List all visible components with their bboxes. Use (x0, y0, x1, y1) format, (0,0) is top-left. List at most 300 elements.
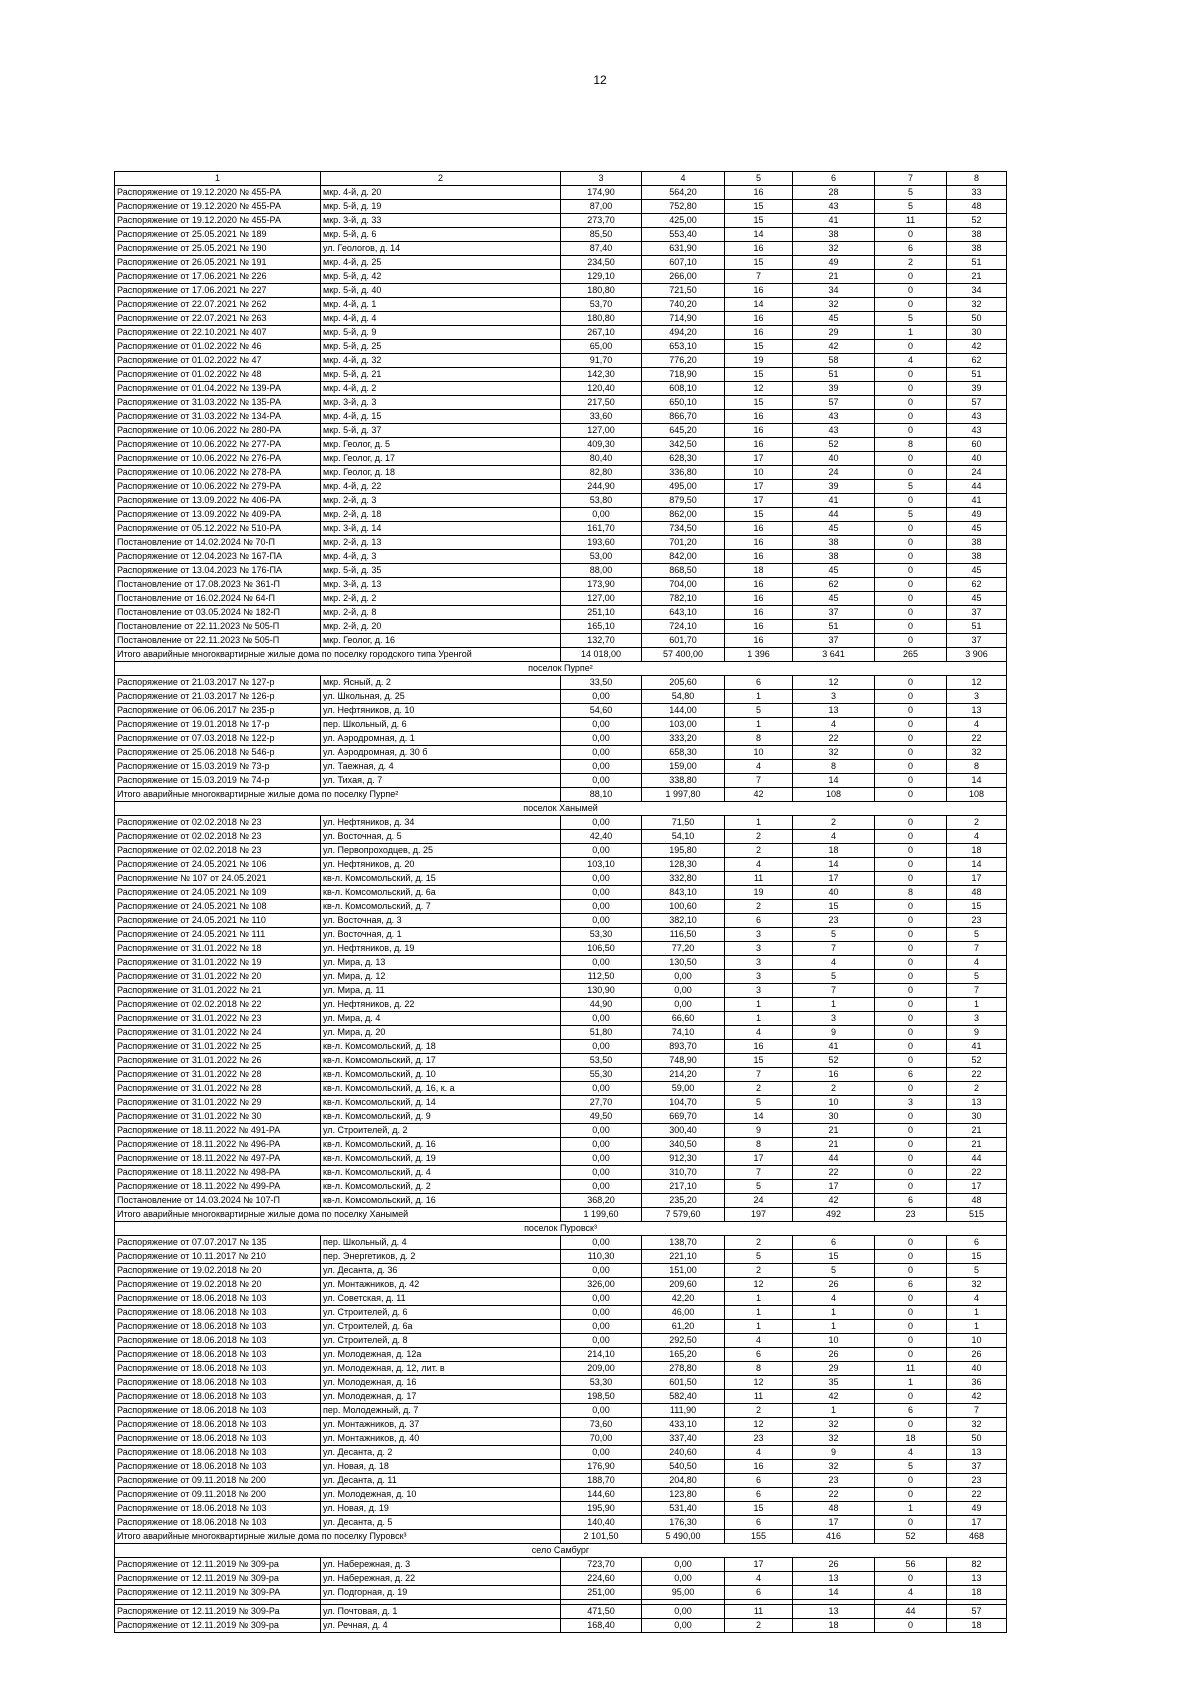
section-title: поселок Пурпе² (115, 662, 1007, 676)
value-cell: 868,50 (642, 564, 725, 578)
value-cell: 123,80 (642, 1488, 725, 1502)
value-cell: 425,00 (642, 214, 725, 228)
table-row (115, 298, 1007, 312)
table-row (115, 844, 1007, 858)
value-cell: 843,10 (642, 886, 725, 900)
value-cell: 1 (947, 1320, 1007, 1334)
value-cell: 16 (725, 1040, 793, 1054)
value-cell: 140,40 (561, 1516, 642, 1530)
value-cell: 176,30 (642, 1516, 725, 1530)
value-cell: 7 (947, 1404, 1007, 1418)
value-cell: 0,00 (561, 718, 642, 732)
value-cell: 495,00 (642, 480, 725, 494)
column-number: 4 (642, 172, 725, 186)
value-cell: 553,40 (642, 228, 725, 242)
value-cell: 0,00 (561, 1040, 642, 1054)
total-value-cell: 2 101,50 (561, 1530, 642, 1544)
value-cell: 32 (793, 242, 875, 256)
table-row (115, 424, 1007, 438)
table-row (115, 1054, 1007, 1068)
value-cell: 2 (725, 1264, 793, 1278)
value-cell: 1 (725, 998, 793, 1012)
document-cell: Распоряжение от 31.01.2022 № 19 (115, 956, 321, 970)
total-value-cell: 468 (947, 1530, 1007, 1544)
total-value-cell: 492 (793, 1208, 875, 1222)
table-row (115, 1404, 1007, 1418)
value-cell: 45 (793, 312, 875, 326)
document-cell: Распоряжение от 01.02.2022 № 46 (115, 340, 321, 354)
table-row (115, 242, 1007, 256)
value-cell: 0 (875, 1474, 947, 1488)
value-cell: 4 (875, 1446, 947, 1460)
document-cell: Распоряжение от 02.02.2018 № 23 (115, 844, 321, 858)
table-row (115, 1390, 1007, 1404)
table-row (115, 1446, 1007, 1460)
value-cell: 42,20 (642, 1292, 725, 1306)
document-cell: Распоряжение от 18.06.2018 № 103 (115, 1460, 321, 1474)
value-cell: 0,00 (561, 760, 642, 774)
document-cell: Распоряжение от 21.03.2017 № 127-р (115, 676, 321, 690)
value-cell: 0 (875, 1152, 947, 1166)
table-row (115, 508, 1007, 522)
table-row (115, 1362, 1007, 1376)
value-cell: 17 (725, 1558, 793, 1572)
address-cell: кв-л. Комсомольский, д. 19 (321, 1152, 561, 1166)
value-cell: 100,60 (642, 900, 725, 914)
value-cell: 66,60 (642, 1012, 725, 1026)
table-row (115, 914, 1007, 928)
address-cell: ул. Десанта, д. 11 (321, 1474, 561, 1488)
value-cell: 0 (875, 1236, 947, 1250)
value-cell: 0 (875, 704, 947, 718)
address-cell: ул. Монтажников, д. 37 (321, 1418, 561, 1432)
value-cell: 217,10 (642, 1180, 725, 1194)
value-cell: 44 (793, 508, 875, 522)
document-cell: Распоряжение от 31.01.2022 № 28 (115, 1082, 321, 1096)
table-row (115, 886, 1007, 900)
value-cell: 221,10 (642, 1250, 725, 1264)
document-cell: Распоряжение от 17.06.2021 № 227 (115, 284, 321, 298)
value-cell: 776,20 (642, 354, 725, 368)
value-cell: 26 (947, 1348, 1007, 1362)
address-cell: пер. Школьный, д. 6 (321, 718, 561, 732)
document-cell: Распоряжение от 31.01.2022 № 28 (115, 1068, 321, 1082)
value-cell: 645,20 (642, 424, 725, 438)
value-cell: 51 (947, 620, 1007, 634)
value-cell: 54,10 (642, 830, 725, 844)
value-cell: 17 (947, 872, 1007, 886)
document-cell: Постановление от 16.02.2024 № 64-П (115, 592, 321, 606)
table-row (115, 970, 1007, 984)
value-cell: 18 (793, 1619, 875, 1633)
address-cell: кв-л. Комсомольский, д. 15 (321, 872, 561, 886)
document-cell: Распоряжение от 18.06.2018 № 103 (115, 1348, 321, 1362)
document-cell: Распоряжение от 18.06.2018 № 103 (115, 1404, 321, 1418)
value-cell: 704,00 (642, 578, 725, 592)
value-cell: 41 (793, 214, 875, 228)
table-row (115, 536, 1007, 550)
value-cell: 0 (875, 424, 947, 438)
table-row (115, 690, 1007, 704)
value-cell: 342,50 (642, 438, 725, 452)
value-cell: 0,00 (561, 690, 642, 704)
value-cell: 3 (793, 690, 875, 704)
document-cell: Распоряжение от 19.02.2018 № 20 (115, 1278, 321, 1292)
value-cell: 70,00 (561, 1432, 642, 1446)
document-cell: Постановление от 22.11.2023 № 505-П (115, 634, 321, 648)
value-cell: 669,70 (642, 1110, 725, 1124)
document-cell: Распоряжение от 10.06.2022 № 277-РА (115, 438, 321, 452)
value-cell: 0 (875, 760, 947, 774)
value-cell: 6 (725, 676, 793, 690)
table-row (115, 382, 1007, 396)
value-cell: 17 (793, 872, 875, 886)
value-cell: 9 (725, 1124, 793, 1138)
value-cell: 16 (725, 550, 793, 564)
value-cell: 198,50 (561, 1390, 642, 1404)
value-cell: 601,50 (642, 1376, 725, 1390)
document-cell: Постановление от 17.08.2023 № 361-П (115, 578, 321, 592)
value-cell: 17 (947, 1516, 1007, 1530)
housing-register-table (114, 171, 1007, 1633)
value-cell: 53,80 (561, 494, 642, 508)
document-cell: Распоряжение от 24.05.2021 № 108 (115, 900, 321, 914)
value-cell: 11 (875, 214, 947, 228)
value-cell: 0 (875, 564, 947, 578)
value-cell: 53,30 (561, 928, 642, 942)
table-row (115, 704, 1007, 718)
address-cell: ул. Нефтяников, д. 10 (321, 704, 561, 718)
value-cell: 12 (725, 1278, 793, 1292)
value-cell: 2 (725, 830, 793, 844)
value-cell: 0 (875, 1516, 947, 1530)
value-cell: 26 (793, 1278, 875, 1292)
value-cell: 214,20 (642, 1068, 725, 1082)
table-row (115, 928, 1007, 942)
value-cell: 16 (725, 326, 793, 340)
value-cell: 21 (947, 270, 1007, 284)
document-cell: Распоряжение от 18.11.2022 № 499-РА (115, 1180, 321, 1194)
address-cell: кв-л. Комсомольский, д. 16 (321, 1194, 561, 1208)
total-label: Итого аварийные многоквартирные жилые дома по поселку Ханымей (115, 1208, 561, 1222)
value-cell: 4 (947, 956, 1007, 970)
table-row (115, 578, 1007, 592)
value-cell: 48 (793, 1502, 875, 1516)
value-cell: 39 (947, 382, 1007, 396)
value-cell: 0 (875, 676, 947, 690)
value-cell: 44 (875, 1605, 947, 1619)
value-cell: 631,90 (642, 242, 725, 256)
value-cell: 15 (793, 900, 875, 914)
value-cell: 748,90 (642, 1054, 725, 1068)
value-cell: 1 (725, 690, 793, 704)
table-row (115, 1068, 1007, 1082)
value-cell: 0,00 (561, 508, 642, 522)
value-cell: 42 (947, 1390, 1007, 1404)
value-cell: 8 (947, 760, 1007, 774)
table-row (115, 774, 1007, 788)
value-cell: 16 (725, 606, 793, 620)
document-cell: Распоряжение от 07.07.2017 № 135 (115, 1236, 321, 1250)
value-cell: 5 (725, 704, 793, 718)
value-cell: 23 (793, 1474, 875, 1488)
value-cell: 18 (947, 844, 1007, 858)
value-cell: 382,10 (642, 914, 725, 928)
value-cell: 17 (947, 1180, 1007, 1194)
table-row (115, 256, 1007, 270)
value-cell: 0 (875, 1180, 947, 1194)
value-cell: 1 (875, 1502, 947, 1516)
value-cell: 6 (725, 1586, 793, 1600)
address-cell: ул. Таежная, д. 4 (321, 760, 561, 774)
table-row (115, 1474, 1007, 1488)
value-cell: 0 (875, 1082, 947, 1096)
total-value-cell: 5 490,00 (642, 1530, 725, 1544)
value-cell: 18 (725, 564, 793, 578)
value-cell: 540,50 (642, 1460, 725, 1474)
value-cell: 0 (875, 298, 947, 312)
value-cell: 61,20 (642, 1320, 725, 1334)
value-cell: 32 (793, 1432, 875, 1446)
value-cell: 0 (875, 732, 947, 746)
document-cell: Распоряжение от 31.01.2022 № 29 (115, 1096, 321, 1110)
value-cell: 16 (725, 284, 793, 298)
table-row (115, 746, 1007, 760)
value-cell: 15 (725, 200, 793, 214)
value-cell: 45 (947, 592, 1007, 606)
value-cell: 531,40 (642, 1502, 725, 1516)
table-row (115, 1082, 1007, 1096)
value-cell: 52 (793, 1054, 875, 1068)
value-cell: 0 (875, 774, 947, 788)
address-cell: ул. Аэродромная, д. 1 (321, 732, 561, 746)
value-cell: 15 (947, 1250, 1007, 1264)
document-cell: Распоряжение от 02.02.2018 № 23 (115, 816, 321, 830)
address-cell: мкр. 4-й, д. 2 (321, 382, 561, 396)
value-cell: 51 (793, 368, 875, 382)
address-cell: пер. Энергетиков, д. 2 (321, 1250, 561, 1264)
total-label: Итого аварийные многоквартирные жилые дома по поселку городского типа Уренгой (115, 648, 561, 662)
value-cell: 0,00 (561, 1306, 642, 1320)
value-cell: 0 (875, 368, 947, 382)
table-row (115, 494, 1007, 508)
value-cell: 0,00 (561, 914, 642, 928)
table-row (115, 1516, 1007, 1530)
document-cell: Постановление от 14.03.2024 № 107-П (115, 1194, 321, 1208)
value-cell: 5 (947, 1264, 1007, 1278)
value-cell: 60 (947, 438, 1007, 452)
value-cell: 0 (875, 844, 947, 858)
value-cell: 5 (947, 970, 1007, 984)
value-cell: 3 (725, 928, 793, 942)
value-cell: 21 (793, 1138, 875, 1152)
table-row (115, 550, 1007, 564)
value-cell: 22 (793, 1488, 875, 1502)
value-cell: 95,00 (642, 1586, 725, 1600)
document-cell: Распоряжение от 19.02.2018 № 20 (115, 1264, 321, 1278)
document-cell: Распоряжение от 10.06.2022 № 280-РА (115, 424, 321, 438)
value-cell: 127,00 (561, 424, 642, 438)
section-title: поселок Пуровск³ (115, 1222, 1007, 1236)
document-cell: Распоряжение от 12.11.2019 № 309-ра (115, 1572, 321, 1586)
value-cell: 57 (947, 396, 1007, 410)
value-cell: 16 (725, 410, 793, 424)
value-cell: 471,50 (561, 1605, 642, 1619)
value-cell: 2 (947, 1082, 1007, 1096)
document-cell: Распоряжение от 19.12.2020 № 455-РА (115, 214, 321, 228)
value-cell: 50 (947, 1432, 1007, 1446)
value-cell: 714,90 (642, 312, 725, 326)
value-cell: 17 (725, 480, 793, 494)
section-title: поселок Ханымей (115, 802, 1007, 816)
value-cell: 433,10 (642, 1418, 725, 1432)
address-cell: ул. Строителей, д. 6а (321, 1320, 561, 1334)
total-value-cell: 515 (947, 1208, 1007, 1222)
value-cell: 866,70 (642, 410, 725, 424)
value-cell: 71,50 (642, 816, 725, 830)
table-row (115, 1096, 1007, 1110)
value-cell: 65,00 (561, 340, 642, 354)
value-cell: 45 (947, 522, 1007, 536)
address-cell: ул. Мира, д. 4 (321, 1012, 561, 1026)
value-cell: 17 (725, 452, 793, 466)
total-value-cell: 108 (793, 788, 875, 802)
document-cell: Распоряжение от 12.11.2019 № 309-ра (115, 1558, 321, 1572)
address-cell: кв-л. Комсомольский, д. 16, к. а (321, 1082, 561, 1096)
value-cell: 16 (725, 522, 793, 536)
table-row (115, 1012, 1007, 1026)
value-cell: 36 (947, 1376, 1007, 1390)
address-cell: кв-л. Комсомольский, д. 4 (321, 1166, 561, 1180)
value-cell: 195,90 (561, 1502, 642, 1516)
value-cell: 37 (947, 634, 1007, 648)
value-cell: 82 (947, 1558, 1007, 1572)
address-cell: ул. Школьная, д. 25 (321, 690, 561, 704)
value-cell: 368,20 (561, 1194, 642, 1208)
document-cell: Распоряжение от 31.01.2022 № 25 (115, 1040, 321, 1054)
address-cell: ул. Речная, д. 4 (321, 1619, 561, 1633)
value-cell: 3 (793, 1012, 875, 1026)
value-cell: 494,20 (642, 326, 725, 340)
table-row (115, 858, 1007, 872)
document-cell: Распоряжение от 18.11.2022 № 498-РА (115, 1166, 321, 1180)
value-cell: 409,30 (561, 438, 642, 452)
value-cell: 6 (725, 1348, 793, 1362)
value-cell: 21 (947, 1138, 1007, 1152)
column-number-row (115, 172, 1007, 186)
value-cell: 104,70 (642, 1096, 725, 1110)
value-cell: 267,10 (561, 326, 642, 340)
document-cell: Распоряжение от 02.02.2018 № 23 (115, 830, 321, 844)
document-cell: Постановление от 22.11.2023 № 505-П (115, 620, 321, 634)
value-cell: 159,00 (642, 760, 725, 774)
value-cell: 43 (947, 410, 1007, 424)
value-cell: 77,20 (642, 942, 725, 956)
value-cell: 292,50 (642, 1334, 725, 1348)
value-cell: 1 (725, 1320, 793, 1334)
document-cell: Распоряжение от 31.03.2022 № 135-РА (115, 396, 321, 410)
value-cell: 4 (793, 956, 875, 970)
address-cell: ул. Монтажников, д. 42 (321, 1278, 561, 1292)
value-cell: 1 (875, 1376, 947, 1390)
value-cell: 14 (725, 298, 793, 312)
value-cell: 82,80 (561, 466, 642, 480)
value-cell: 41 (947, 494, 1007, 508)
address-cell: мкр. 4-й, д. 25 (321, 256, 561, 270)
total-value-cell: 23 (875, 1208, 947, 1222)
value-cell: 251,00 (561, 1586, 642, 1600)
value-cell: 0,00 (561, 1138, 642, 1152)
value-cell: 15 (725, 1054, 793, 1068)
value-cell: 14 (725, 1110, 793, 1124)
address-cell: ул. Строителей, д. 2 (321, 1124, 561, 1138)
value-cell: 15 (725, 508, 793, 522)
total-value-cell: 197 (725, 1208, 793, 1222)
table-row (115, 1320, 1007, 1334)
table-row (115, 564, 1007, 578)
value-cell: 51,80 (561, 1026, 642, 1040)
value-cell: 0,00 (561, 872, 642, 886)
column-number: 3 (561, 172, 642, 186)
value-cell: 22 (793, 732, 875, 746)
value-cell: 18 (947, 1586, 1007, 1600)
value-cell: 0 (875, 382, 947, 396)
table-row (115, 1236, 1007, 1250)
value-cell: 209,60 (642, 1278, 725, 1292)
value-cell: 6 (725, 914, 793, 928)
value-cell: 6 (875, 1278, 947, 1292)
document-cell: Распоряжение от 18.11.2022 № 496-РА (115, 1138, 321, 1152)
document-cell: Распоряжение от 17.06.2021 № 226 (115, 270, 321, 284)
table-row (115, 1558, 1007, 1572)
document-cell: Распоряжение от 24.05.2021 № 109 (115, 886, 321, 900)
value-cell: 32 (793, 1418, 875, 1432)
value-cell: 0,00 (642, 998, 725, 1012)
value-cell: 718,90 (642, 368, 725, 382)
value-cell: 62 (947, 354, 1007, 368)
value-cell: 0 (875, 1619, 947, 1633)
value-cell: 21 (793, 1124, 875, 1138)
value-cell: 54,60 (561, 704, 642, 718)
value-cell: 0 (875, 746, 947, 760)
value-cell: 0,00 (561, 956, 642, 970)
table-row (115, 340, 1007, 354)
table-row (115, 480, 1007, 494)
address-cell: мкр. 4-й, д. 3 (321, 550, 561, 564)
value-cell: 0 (875, 872, 947, 886)
document-cell: Распоряжение от 13.04.2023 № 176-ПА (115, 564, 321, 578)
value-cell: 18 (793, 844, 875, 858)
value-cell: 0,00 (642, 970, 725, 984)
value-cell: 1 (725, 816, 793, 830)
document-cell: Постановление от 14.02.2024 № 70-П (115, 536, 321, 550)
address-cell: мкр. 3-й, д. 13 (321, 578, 561, 592)
value-cell: 251,10 (561, 606, 642, 620)
value-cell: 49 (947, 508, 1007, 522)
table-row (115, 1376, 1007, 1390)
value-cell: 3 (725, 942, 793, 956)
document-cell: Распоряжение от 18.06.2018 № 103 (115, 1334, 321, 1348)
value-cell: 326,00 (561, 1278, 642, 1292)
value-cell: 15 (725, 396, 793, 410)
value-cell: 0,00 (561, 1236, 642, 1250)
column-number: 6 (793, 172, 875, 186)
value-cell: 2 (875, 256, 947, 270)
value-cell: 0,00 (561, 1180, 642, 1194)
value-cell: 16 (725, 438, 793, 452)
value-cell: 13 (947, 1572, 1007, 1586)
value-cell: 658,30 (642, 746, 725, 760)
